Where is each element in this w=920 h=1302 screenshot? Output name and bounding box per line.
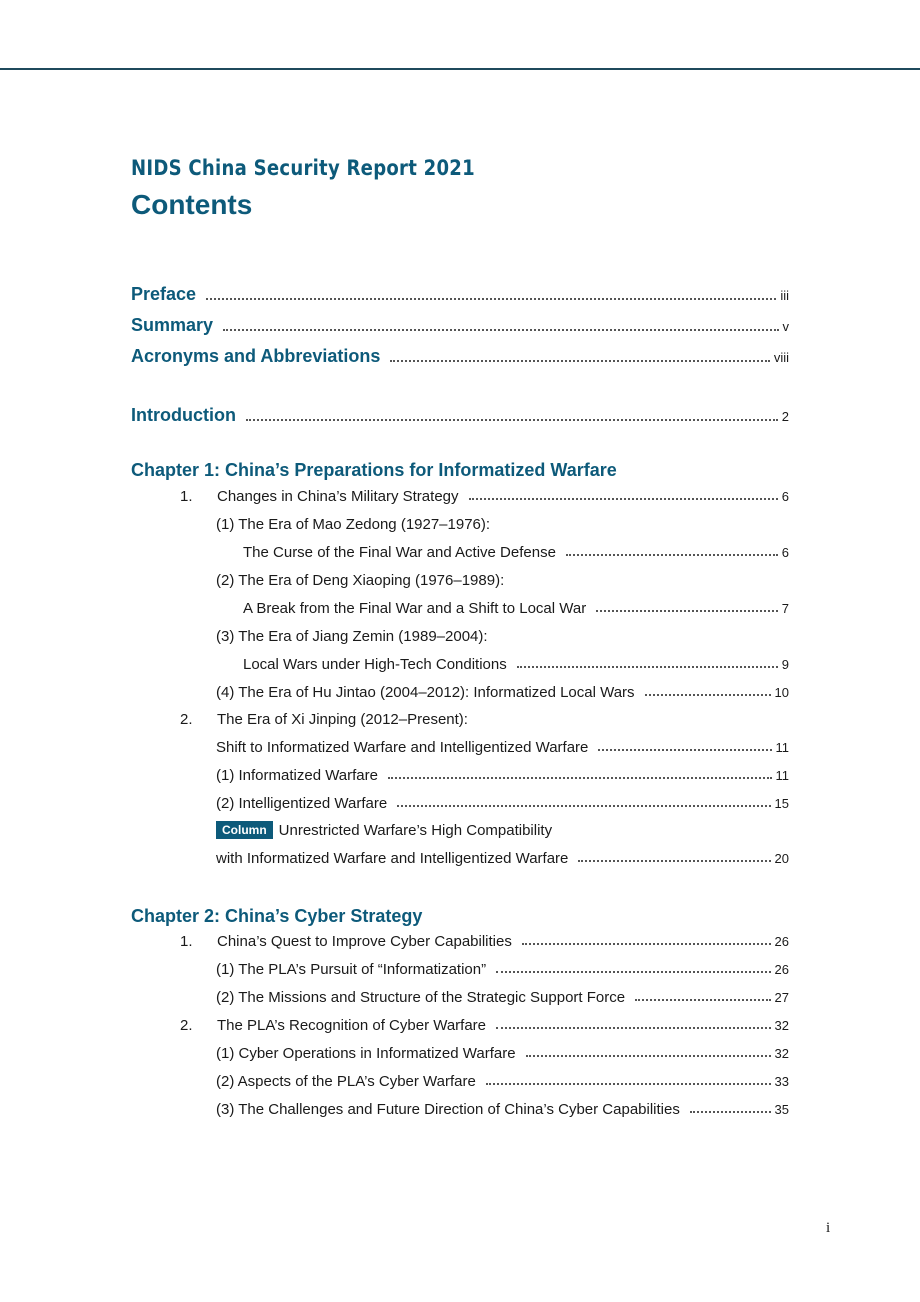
toc-page-number: 2 [781, 409, 789, 424]
toc-label: (1) Informatized Warfare [216, 767, 378, 784]
toc-page-number: 32 [774, 1046, 789, 1061]
toc-label: Shift to Informatized Warfare and Intelligentized Warfare [216, 739, 589, 756]
toc-label: A Break from the Final War and a Shift to Local War [243, 600, 587, 617]
toc-label: Acronyms and Abbreviations [131, 346, 381, 366]
toc-entry-column[interactable] [216, 850, 789, 867]
toc-entry-ch2-2-1[interactable] [216, 1045, 789, 1062]
dot-leader [598, 748, 771, 751]
toc-page-number: 10 [774, 685, 789, 700]
toc-page-number: 11 [775, 740, 789, 755]
section-number: 1. [180, 933, 193, 950]
toc-label: (2) Intelligentized Warfare [216, 795, 388, 812]
dot-leader [206, 297, 776, 300]
toc-page-number: v [782, 319, 789, 334]
page-title: Contents [131, 189, 253, 220]
toc-label: (3) The Challenges and Future Direction of China’s Cyber Capabilities [216, 1101, 680, 1118]
toc-label: (1) The PLA’s Pursuit of “Informatization” [216, 961, 487, 978]
toc-entry-ch1-1-3-line1[interactable]: (3) The Era of Jiang Zemin (1989–2004): [216, 628, 488, 645]
chapter-2-heading[interactable]: Chapter 2: China’s Cyber Strategy [131, 906, 423, 926]
toc-page-number: 6 [781, 545, 789, 560]
toc-entry-acronyms[interactable] [131, 346, 789, 367]
toc-label: (2) The Missions and Structure of the Strategic Support Force [216, 989, 626, 1006]
dot-leader [645, 693, 771, 696]
toc-entry-ch2-2-3[interactable] [216, 1101, 789, 1118]
toc-page-number: 33 [774, 1074, 789, 1089]
column-badge: Column [216, 821, 273, 839]
toc-entry-ch1-1-2-line1[interactable]: (2) The Era of Deng Xiaoping (1976–1989): [216, 572, 505, 589]
toc-label: The Era of Xi Jinping (2012–Present): [217, 711, 468, 728]
dot-leader [578, 859, 770, 862]
toc-label: (2) Aspects of the PLA’s Cyber Warfare [216, 1073, 476, 1090]
toc-label: The PLA’s Recognition of Cyber Warfare [217, 1017, 487, 1034]
toc-page-number: 9 [781, 657, 789, 672]
toc-page-number: 27 [774, 990, 789, 1005]
report-series-title: NIDS China Security Report 2021 [131, 156, 475, 180]
dot-leader [496, 970, 770, 973]
toc-page-number: 32 [774, 1018, 789, 1033]
toc-label: Local Wars under High-Tech Conditions [243, 656, 507, 673]
toc-entry-ch2-section-2[interactable] [180, 1017, 789, 1034]
toc-entry-ch1-section-2[interactable] [216, 739, 789, 756]
dot-leader [390, 359, 769, 362]
dot-leader [566, 553, 778, 556]
toc-entry-ch1-2-2[interactable] [216, 795, 789, 812]
toc-entry-ch2-1-1[interactable] [216, 961, 789, 978]
section-number: 2. [180, 1017, 193, 1034]
toc-page-number: 35 [774, 1102, 789, 1117]
dot-leader [469, 497, 778, 500]
toc-entry-ch1-1-2[interactable] [243, 600, 789, 617]
toc-label: Summary [131, 315, 214, 335]
toc-entry-ch1-section-1[interactable] [180, 488, 789, 505]
toc-entry-column-line1[interactable] [216, 821, 552, 839]
toc-label: with Informatized Warfare and Intelligentized Warfare [216, 850, 569, 867]
toc-entry-ch2-2-2[interactable] [216, 1073, 789, 1090]
dot-leader [635, 998, 770, 1001]
toc-entry-ch1-2-1[interactable] [216, 767, 789, 784]
toc-label: The Curse of the Final War and Active Defense [243, 544, 556, 561]
dot-leader [517, 665, 778, 668]
toc-entry-ch1-1-1-line1[interactable]: (1) The Era of Mao Zedong (1927–1976): [216, 516, 491, 533]
toc-label: Introduction [131, 405, 236, 425]
toc-page-number: 11 [775, 768, 789, 783]
dot-leader [246, 418, 778, 421]
chapter-1-heading[interactable]: Chapter 1: China’s Preparations for Informatized Warfare [131, 460, 617, 480]
toc-label: Unrestricted Warfare’s High Compatibility [278, 822, 553, 839]
toc-page-number: 6 [781, 489, 789, 504]
toc-entry-ch1-1-3[interactable] [243, 656, 789, 673]
dot-leader [223, 328, 778, 331]
toc-entry-ch1-1-1[interactable] [243, 544, 789, 561]
toc-page-number: 26 [774, 962, 789, 977]
page-folio: i [826, 1220, 831, 1236]
toc-page-number: 7 [781, 601, 789, 616]
toc-page-number: 20 [774, 851, 789, 866]
toc-page-number: viii [773, 350, 789, 365]
toc-entry-introduction[interactable] [131, 405, 789, 426]
toc-entry-ch1-section-2-line1[interactable] [180, 711, 468, 728]
toc-entry-summary[interactable] [131, 315, 789, 336]
toc-page-number: iii [780, 288, 789, 303]
dot-leader [596, 609, 778, 612]
section-number: 2. [180, 711, 193, 728]
top-rule [0, 68, 920, 70]
dot-leader [486, 1082, 771, 1085]
section-number: 1. [180, 488, 193, 505]
dot-leader [388, 776, 772, 779]
toc-entry-ch1-1-4[interactable] [216, 684, 789, 701]
toc-label: Preface [131, 284, 197, 304]
toc-page-number: 26 [774, 934, 789, 949]
toc-entry-ch2-1-2[interactable] [216, 989, 789, 1006]
dot-leader [397, 804, 770, 807]
toc-page-number: 15 [774, 796, 789, 811]
toc-label: (4) The Era of Hu Jintao (2004–2012): Informatized Local Wars [216, 684, 635, 701]
dot-leader [526, 1054, 771, 1057]
toc-entry-preface[interactable] [131, 284, 789, 305]
dot-leader [690, 1110, 771, 1113]
toc-entry-ch2-section-1[interactable] [180, 933, 789, 950]
toc-label: (1) Cyber Operations in Informatized Warfare [216, 1045, 516, 1062]
toc-label: Changes in China’s Military Strategy [217, 488, 459, 505]
dot-leader [496, 1026, 771, 1029]
toc-label: China’s Quest to Improve Cyber Capabilities [217, 933, 512, 950]
dot-leader [522, 942, 771, 945]
